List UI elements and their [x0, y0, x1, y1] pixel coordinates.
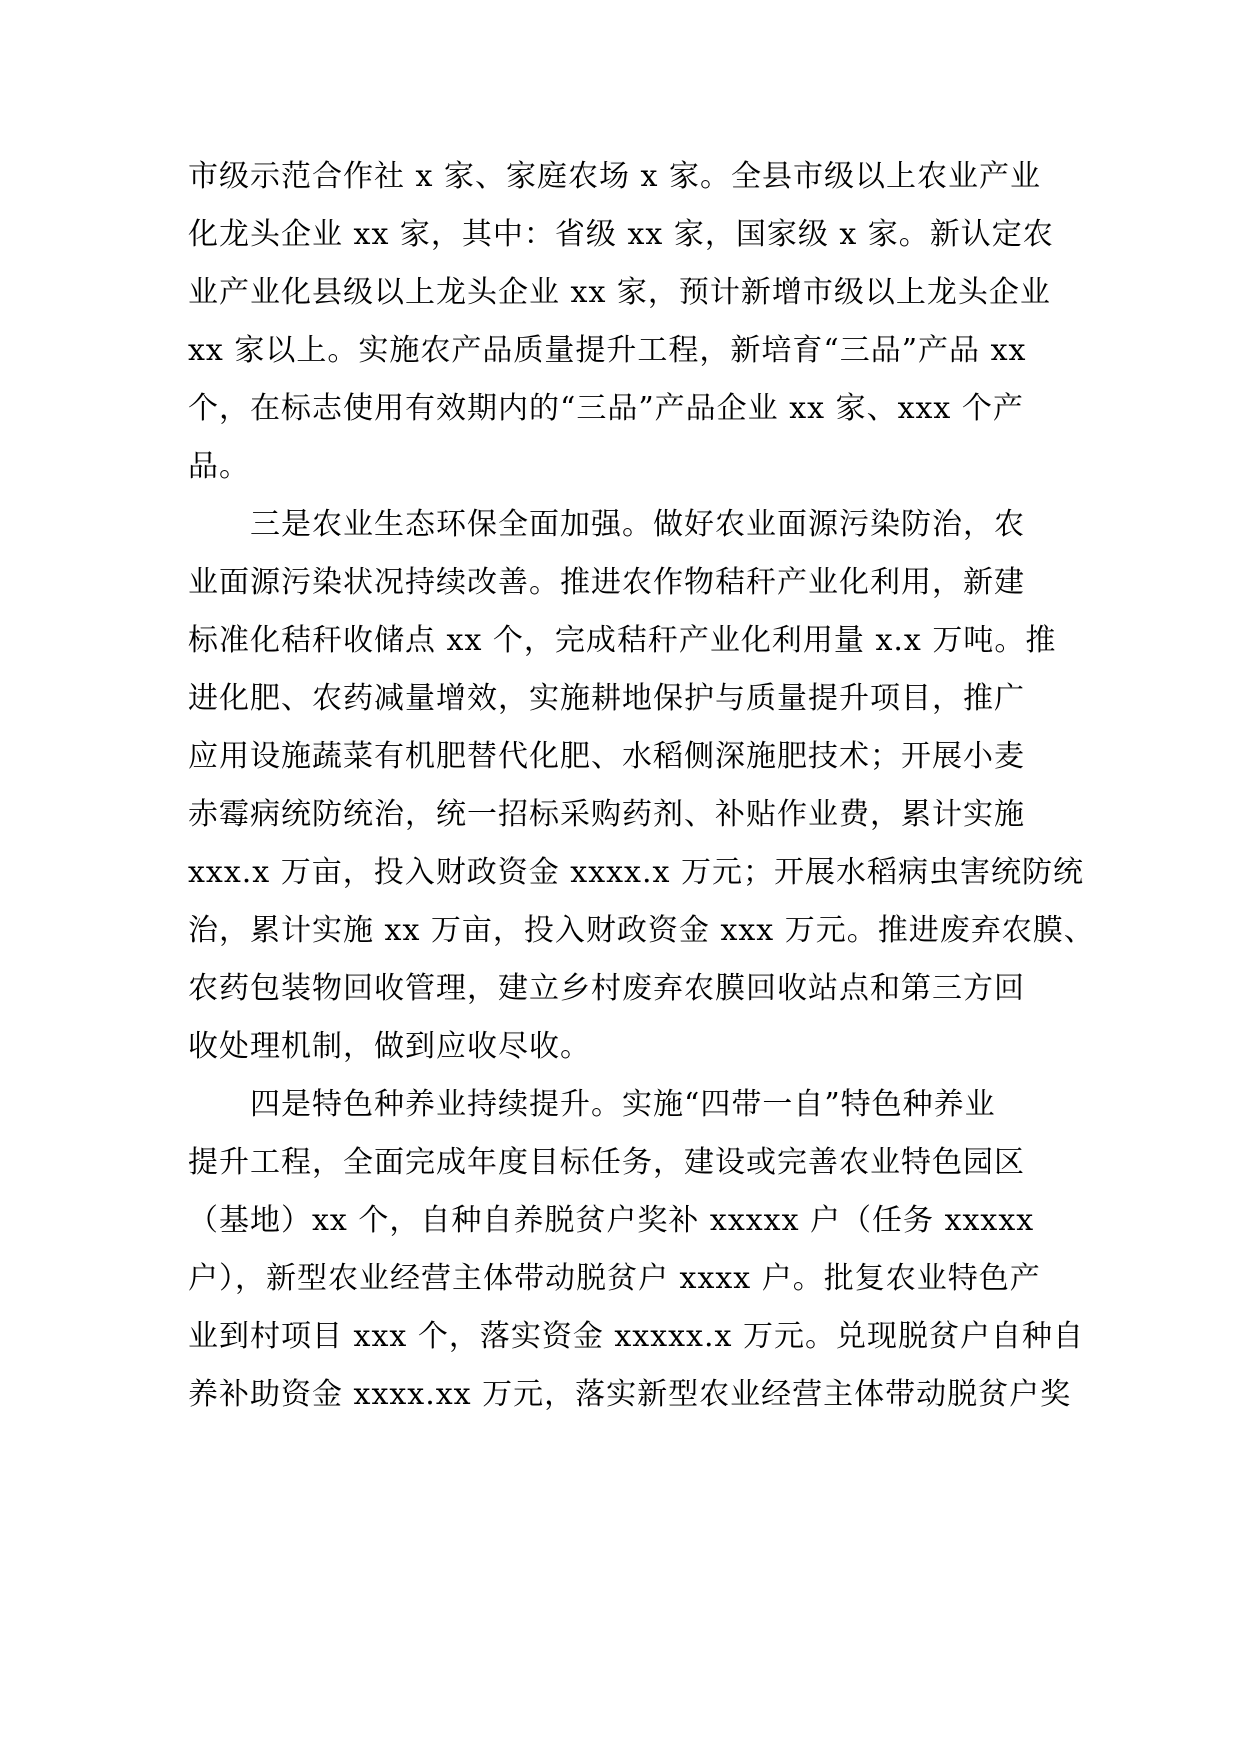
- text-line: 市级示范合作社 x 家、家庭农场 x 家。全县市级以上农业产业: [188, 159, 1041, 194]
- text-line: xx 家以上。实施农产品质量提升工程，新培育“三品”产品 xx: [188, 333, 1027, 368]
- paragraph-heading-line: 四是特色种养业持续提升。实施“四带一自”特色种养业: [250, 1087, 996, 1122]
- text-line: 业面源污染状况持续改善。推进农作物秸秆产业化利用，新建: [188, 565, 1025, 600]
- text-line: 农药包装物回收管理，建立乡村废弃农膜回收站点和第三方回: [188, 971, 1025, 1006]
- text-line: 业到村项目 xxx 个，落实资金 xxxxx.x 万元。兑现脱贫户自种自: [188, 1319, 1084, 1354]
- text-line: 户），新型农业经营主体带动脱贫户 xxxx 户。批复农业特色产: [188, 1261, 1041, 1296]
- text-line: 业产业化县级以上龙头企业 xx 家，预计新增市级以上龙头企业: [188, 275, 1051, 310]
- text-line: 养补助资金 xxxx.xx 万元，落实新型农业经营主体带动脱贫户奖: [188, 1377, 1072, 1412]
- paragraph-heading-line: 三是农业生态环保全面加强。做好农业面源污染防治，农: [250, 507, 1025, 542]
- text-line: 收处理机制，做到应收尽收。: [188, 1029, 591, 1064]
- text-line: 进化肥、农药减量增效，实施耕地保护与质量提升项目，推广: [188, 681, 1025, 716]
- text-line: 标准化秸秆收储点 xx 个，完成秸秆产业化利用量 x.x 万吨。推: [188, 623, 1057, 658]
- text-line: 个，在标志使用有效期内的“三品”产品企业 xx 家、xxx 个产: [188, 391, 1024, 426]
- text-line: 化龙头企业 xx 家，其中：省级 xx 家，国家级 x 家。新认定农: [188, 217, 1054, 252]
- text-line: 应用设施蔬菜有机肥替代化肥、水稻侧深施肥技术；开展小麦: [188, 739, 1025, 774]
- text-line: 治，累计实施 xx 万亩，投入财政资金 xxx 万元。推进废弃农膜、: [188, 913, 1095, 948]
- text-line: 品。: [188, 449, 250, 484]
- text-line: 提升工程，全面完成年度目标任务，建设或完善农业特色园区: [188, 1145, 1025, 1180]
- text-line: （基地）xx 个，自种自养脱贫户奖补 xxxxx 户（任务 xxxxx: [188, 1203, 1035, 1238]
- text-line: xxx.x 万亩，投入财政资金 xxxx.x 万元；开展水稻病虫害统防统: [188, 855, 1084, 890]
- text-line: 赤霉病统防统治，统一招标采购药剂、补贴作业费，累计实施: [188, 797, 1025, 832]
